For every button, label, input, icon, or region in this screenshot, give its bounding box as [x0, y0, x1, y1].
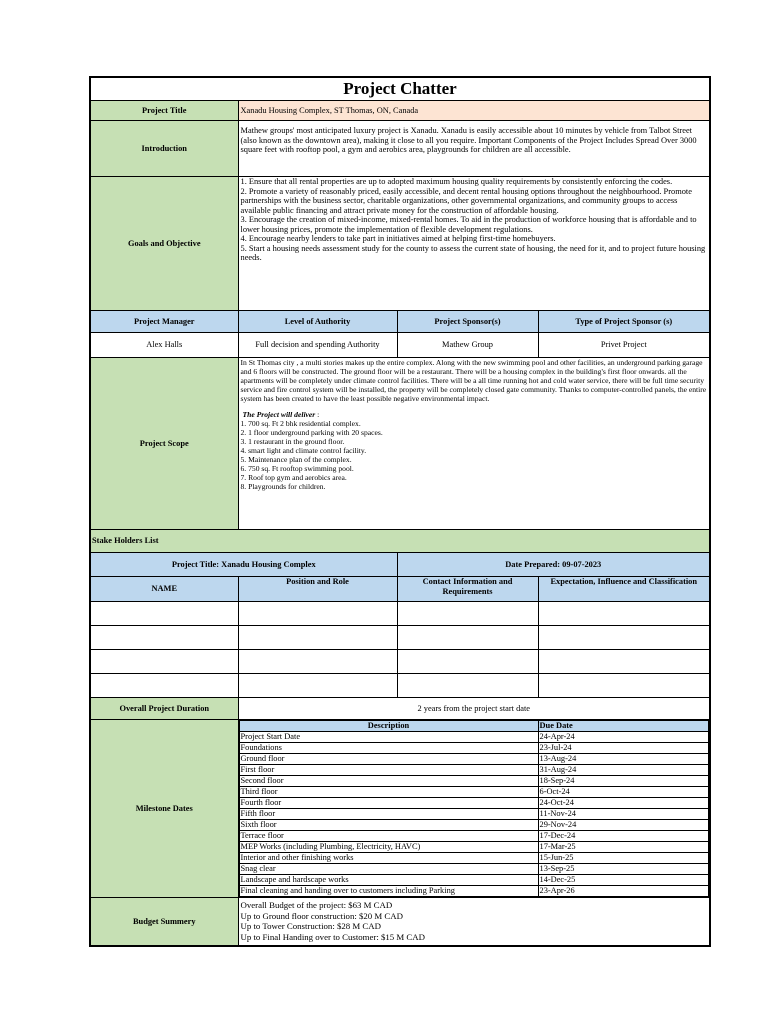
col-contact-header: Contact Information and Requirements	[397, 577, 538, 602]
duration-value: 2 years from the project start date	[238, 698, 710, 720]
budget-line: Up to Final Handing over to Customer: $15 M CAD	[240, 931, 425, 942]
milestone-due-date: 24-Oct-24	[538, 798, 709, 809]
milestone-description: MEP Works (including Plumbing, Electricity, HAVC)	[239, 842, 538, 853]
milestone-due-date: 11-Nov-24	[538, 809, 709, 820]
milestone-description: Second floor	[239, 776, 538, 787]
project-scope-label: Project Scope	[90, 358, 238, 530]
milestone-due-date: 14-Dec-25	[538, 875, 709, 886]
milestone-row	[239, 886, 709, 897]
milestone-row	[239, 765, 709, 776]
col-name-header: NAME	[90, 577, 238, 602]
milestone-description: Fourth floor	[239, 798, 538, 809]
milestone-due-date: 24-Apr-24	[538, 732, 709, 743]
sponsor-value: Mathew Group	[397, 333, 538, 358]
milestone-due-date: 6-Oct-24	[538, 787, 709, 798]
milestone-row	[239, 743, 709, 754]
milestone-row	[239, 809, 709, 820]
milestone-row	[239, 787, 709, 798]
milestone-row	[239, 842, 709, 853]
milestone-due-date: 15-Jun-25	[538, 853, 709, 864]
milestone-due-date: 29-Nov-24	[538, 820, 709, 831]
goal-item: 4. Encourage nearby lenders to take part in initiatives aimed at helping first-time homebuyers.	[240, 234, 556, 243]
stakeholder-row	[90, 674, 710, 698]
deliverable-item: 6. 750 sq. Ft rooftop swimming pool.	[240, 464, 354, 473]
goals-text	[238, 177, 710, 311]
milestone-row	[239, 831, 709, 842]
milestone-description: Landscape and hardscape works	[239, 875, 538, 886]
milestones-label: Milestone Dates	[90, 720, 238, 898]
milestone-description: First floor	[239, 765, 538, 776]
milestone-due-date: 13-Aug-24	[538, 754, 709, 765]
authority-value: Full decision and spending Authority	[238, 333, 397, 358]
goal-item: 1. Ensure that all rental properties are up to adopted maximum housing quality requirements by consistently enforcing the codes.	[240, 177, 673, 186]
milestone-row	[239, 732, 709, 743]
milestone-description: Fifth floor	[239, 809, 538, 820]
authority-header: Level of Authority	[238, 311, 397, 333]
milestone-row	[239, 864, 709, 875]
goals-label: Goals and Objective	[90, 177, 238, 311]
stakeholder-row	[90, 626, 710, 650]
document-title: Project Chatter	[90, 77, 710, 101]
milestone-description: Interior and other finishing works	[239, 853, 538, 864]
milestone-description: Project Start Date	[239, 732, 538, 743]
milestone-row	[239, 875, 709, 886]
milestone-rows	[239, 732, 709, 897]
milestone-description: Foundations	[239, 743, 538, 754]
milestone-row	[239, 776, 709, 787]
milestone-due-date: 17-Dec-24	[538, 831, 709, 842]
deliverable-item: 3. 1 restaurant in the ground floor.	[240, 437, 345, 446]
charter-table	[89, 76, 711, 947]
goal-item: 5. Start a housing needs assessment study for the county to assess the current state of housing, the need for it, and to project future housing needs.	[240, 243, 706, 262]
goal-item: 3. Encourage the creation of mixed-income, mixed-rental homes. To aid in the production of workforce housing that is affordable and to lower housing prices, promote the implementation of flexible development regulations.	[240, 215, 697, 234]
milestone-description: Sixth floor	[239, 820, 538, 831]
deliver-colon: :	[315, 410, 320, 419]
milestone-row	[239, 853, 709, 864]
milestone-due-date: 17-Mar-25	[538, 842, 709, 853]
milestone-description: Final cleaning and handing over to customers including Parking	[239, 886, 538, 897]
deliverable-item: 1. 700 sq. Ft 2 bhk residential complex.	[240, 419, 361, 428]
milestone-description-header: Description	[239, 721, 538, 732]
milestone-due-date: 13-Sep-25	[538, 864, 709, 875]
deliverable-item: 4. smart light and climate control facility.	[240, 446, 367, 455]
milestones-table	[239, 720, 710, 897]
col-expectation-header: Expectation, Influence and Classification	[538, 577, 710, 602]
goal-item: 2. Promote a variety of reasonably priced, easily accessible, and decent rental housing options throughout the neighbourhood. Promote partnerships with the business sector, charitable organizations, other governmental organizations, and community groups to access available public financing and attract private money for the construction of affordable housing.	[240, 186, 692, 215]
introduction-label: Introduction	[90, 121, 238, 177]
duration-label: Overall Project Duration	[90, 698, 238, 720]
sponsor-type-value: Privet Project	[538, 333, 710, 358]
deliverable-item: 7. Roof top gym and aerobics area.	[240, 473, 347, 482]
project-title-label: Project Title	[90, 101, 238, 121]
budget-line: Up to Ground floor construction: $20 M CAD	[240, 910, 403, 921]
budget-text	[238, 898, 710, 946]
milestone-row	[239, 798, 709, 809]
milestone-due-date: 18-Sep-24	[538, 776, 709, 787]
project-title-value: Xanadu Housing Complex, ST Thomas, ON, Canada	[238, 101, 710, 121]
milestone-description: Snag clear	[239, 864, 538, 875]
budget-label: Budget Summery	[90, 898, 238, 946]
introduction-text: Mathew groups' most anticipated luxury project is Xanadu. Xanadu is easily accessible about 10 minutes by vehicle from Talbot Street (also known as the downtown area), making it close to all you require. Important Components of the Project Includes Spread Over 3000 square feet with rooftop pool, a gym and aerobics area, playgrounds for children are all accessible.	[238, 121, 710, 177]
budget-line: Up to Tower Construction: $28 M CAD	[240, 921, 381, 932]
milestones-cell	[238, 720, 710, 898]
stakeholders-date-prepared: Date Prepared: 09-07-2023	[397, 553, 710, 577]
stakeholder-row	[90, 650, 710, 674]
stakeholder-row	[90, 602, 710, 626]
deliver-heading: The Project will deliver	[242, 410, 316, 419]
project-charter-sheet	[89, 76, 709, 947]
project-manager-value: Alex Halls	[90, 333, 238, 358]
deliverable-item: 2. 1 floor underground parking with 20 spaces.	[240, 428, 383, 437]
milestone-due-date: 23-Apr-26	[538, 886, 709, 897]
deliverable-item: 5. Maintenance plan of the complex.	[240, 455, 352, 464]
budget-line: Overall Budget of the project: $63 M CAD	[240, 900, 393, 911]
milestone-description: Terrace floor	[239, 831, 538, 842]
milestone-due-date: 31-Aug-24	[538, 765, 709, 776]
project-scope-text	[238, 358, 710, 530]
project-manager-header: Project Manager	[90, 311, 238, 333]
milestone-description: Third floor	[239, 787, 538, 798]
milestone-row	[239, 820, 709, 831]
scope-paragraph: In St Thomas city , a multi stories makes up the entire complex. Along with the new swimming pool and other facilities, an underground parking garage and 6 floors will be constructed. The ground floor will be a restaurant. There will be a housing complex in the building's first floor onwards. all the apartments will be completely under climate control facilities. There will be a all time running hot and cold water service, there will be full time security service and fire control system will be installed, the property will be completely closed gate community. Thanks to computer-controlled panels, the entire system has been created to have the least possible negative environmental impact.	[240, 358, 707, 403]
milestone-due-header: Due Date	[538, 721, 709, 732]
sponsor-type-header: Type of Project Sponsor (s)	[538, 311, 710, 333]
stakeholders-project-title: Project Title: Xanadu Housing Complex	[90, 553, 397, 577]
deliverable-item: 8. Playgrounds for children.	[240, 482, 326, 491]
sponsor-header: Project Sponsor(s)	[397, 311, 538, 333]
milestone-row	[239, 754, 709, 765]
col-position-header: Position and Role	[238, 577, 397, 602]
milestone-due-date: 23-Jul-24	[538, 743, 709, 754]
stakeholders-band: Stake Holders List	[90, 530, 710, 553]
milestone-description: Ground floor	[239, 754, 538, 765]
